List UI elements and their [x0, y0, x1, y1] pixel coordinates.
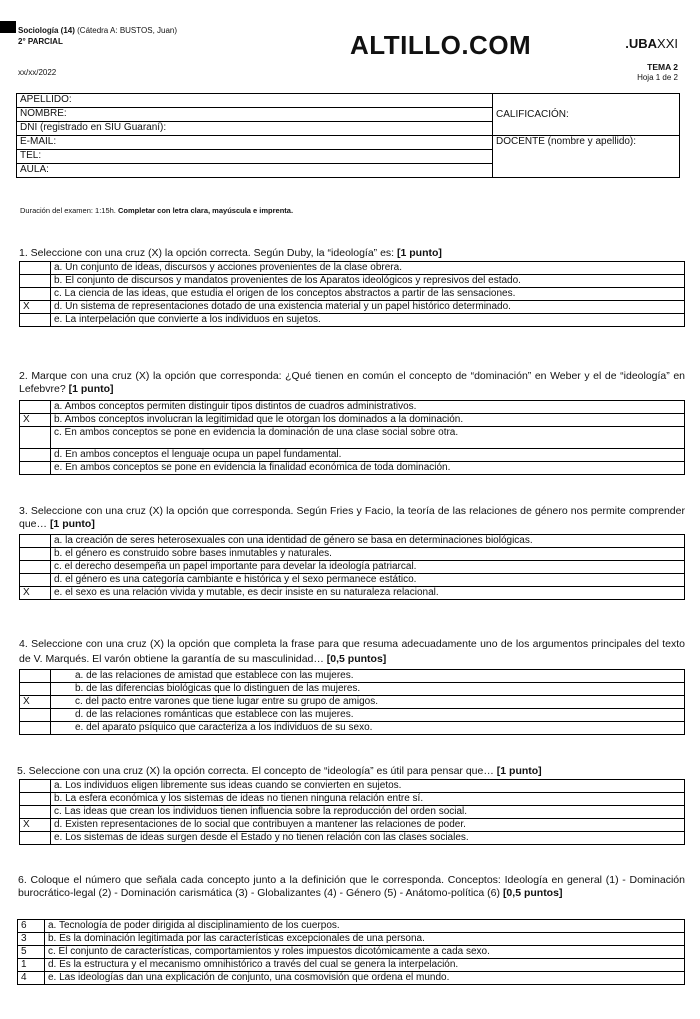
answer-cell[interactable]: X: [20, 301, 51, 314]
option-text: e. Los sistemas de ideas surgen desde el Estado y no tienen relación con las clases sociales.: [51, 832, 685, 845]
option-row: [20, 561, 685, 574]
answer-cell[interactable]: [20, 670, 51, 683]
option-row: [20, 574, 685, 587]
question-text: 6. Coloque el número que señala cada concepto junto a la definición que le corresponda. Conceptos: Ideología en general (1) - Dominación burocrático-legal (2) - Dominación carismática (3) - Globalizantes (4) - Género (5) - Anátomo-política (6): [18, 874, 685, 899]
option-text: a. Un conjunto de ideas, discursos y acciones provenientes de la clase obrera.: [51, 262, 685, 275]
option-row: [20, 683, 685, 696]
option-text: b. La esfera económica y los sistemas de ideas no tienen ninguna relación entre sí.: [51, 793, 685, 806]
dni-field[interactable]: DNI (registrado en SIU Guaraní):: [17, 122, 493, 136]
options-table-5: [19, 779, 685, 845]
option-row: [20, 535, 685, 548]
option-row: [20, 806, 685, 819]
uba-logo-main: .UBA: [625, 36, 658, 51]
option-row: [20, 696, 685, 709]
option-text: a. Los individuos eligen libremente sus ideas cuando se convierten en sujetos.: [51, 780, 685, 793]
option-text: d. Es la estructura y el mecanismo omnihistórico a través del cual se genera la interpelación.: [45, 959, 685, 972]
option-row: [20, 780, 685, 793]
option-text: c. En ambos conceptos se pone en evidencia la dominación de una clase social sobre otra.: [51, 427, 685, 449]
option-text: d. de las relaciones románticas que establece con las mujeres.: [51, 709, 685, 722]
option-text: c. del pacto entre varones que tiene lugar entre su grupo de amigos.: [51, 696, 685, 709]
option-row: [20, 793, 685, 806]
option-row: [20, 722, 685, 735]
option-text: e. Las ideologías dan una explicación de conjunto, una cosmovisión que ordena el mundo.: [45, 972, 685, 985]
answer-cell[interactable]: X: [20, 587, 51, 600]
question-points: [1 punto]: [68, 383, 114, 395]
answer-cell[interactable]: [20, 561, 51, 574]
answer-cell[interactable]: [20, 574, 51, 587]
answer-cell[interactable]: [20, 535, 51, 548]
option-row: [20, 709, 685, 722]
answer-cell[interactable]: 6: [18, 920, 45, 933]
question-points: [0,5 puntos]: [502, 887, 563, 899]
option-row: [20, 832, 685, 845]
option-row: [20, 262, 685, 275]
options-table-1: [19, 261, 685, 327]
option-text: e. En ambos conceptos se pone en evidencia la finalidad económica de toda dominación.: [51, 462, 685, 475]
option-row: [18, 933, 685, 946]
options-table-6: [17, 919, 685, 985]
option-text: d. En ambos conceptos el lenguaje ocupa un papel fundamental.: [51, 449, 685, 462]
question-3: [19, 505, 685, 531]
question-6: [18, 874, 685, 900]
option-text: d. Un sistema de representaciones dotado de una existencia material y un papel histórico determinado.: [51, 301, 685, 314]
question-points: [1 punto]: [397, 247, 442, 259]
option-row: [20, 462, 685, 475]
option-text: c. el derecho desempeña un papel importante para develar la ideología patriarcal.: [51, 561, 685, 574]
question-text: 1. Seleccione con una cruz (X) la opción correcta. Según Duby, la “ideología” es:: [19, 247, 398, 259]
option-row: [20, 314, 685, 327]
duration-text: Duración del examen: 1:15h.: [20, 206, 118, 215]
options-table-2: [19, 400, 685, 475]
answer-cell[interactable]: [20, 548, 51, 561]
option-text: c. La ciencia de las ideas, que estudia el origen de los conceptos abstractos a partir de las sensaciones.: [51, 288, 685, 301]
hoja-label: Hoja 1 de 2: [637, 73, 678, 82]
answer-cell[interactable]: X: [20, 696, 51, 709]
option-text: d. el género es una categoría cambiante e histórica y el sexo permanece estático.: [51, 574, 685, 587]
option-row: [18, 920, 685, 933]
answer-cell[interactable]: [20, 683, 51, 696]
option-row: [18, 972, 685, 985]
answer-cell[interactable]: [20, 722, 51, 735]
option-row: [20, 301, 685, 314]
answer-cell[interactable]: [20, 449, 51, 462]
question-text: 3. Seleccione con una cruz (X) la opción que corresponda. Según Fries y Facio, la teoría de las relaciones de género nos permite comprender que…: [19, 505, 685, 530]
header-black-mark: [0, 21, 16, 33]
answer-cell[interactable]: [20, 401, 51, 414]
docente-field[interactable]: DOCENTE (nombre y apellido):: [493, 136, 680, 178]
uba-logo-suffix: XXI: [657, 36, 678, 51]
option-text: a. de las relaciones de amistad que establece con las mujeres.: [51, 670, 685, 683]
option-text: c. Las ideas que crean los individuos tienen influencia sobre la reproducción del orden social.: [51, 806, 685, 819]
option-text: d. Existen representaciones de lo social que contribuyen a mantener las relaciones de poder.: [51, 819, 685, 832]
option-row: [20, 670, 685, 683]
course-name: Sociología (14): [18, 26, 75, 35]
option-text: a. la creación de seres heterosexuales con una identidad de género se basa en determinaciones biológicas.: [51, 535, 685, 548]
options-table-3: [19, 534, 685, 600]
answer-cell[interactable]: 5: [18, 946, 45, 959]
student-info-table: [16, 93, 680, 178]
option-row: [20, 819, 685, 832]
option-row: [18, 959, 685, 972]
question-text: 5. Seleccione con una cruz (X) la opción correcta. El concepto de “ideología” es útil para pensar que…: [17, 765, 497, 777]
answer-cell[interactable]: [20, 832, 51, 845]
option-row: [20, 401, 685, 414]
course-line: [18, 26, 177, 36]
answer-cell[interactable]: [20, 288, 51, 301]
option-text: b. El conjunto de discursos y mandatos provenientes de los Aparatos ideológicos y represivos del estado.: [51, 275, 685, 288]
option-row: [20, 414, 685, 427]
uba-logo: [625, 36, 678, 51]
site-title: ALTILLO.COM: [350, 30, 532, 60]
exam-date: xx/xx/2022: [18, 68, 57, 77]
option-text: e. del aparato psíquico que caracteriza a los individuos de su sexo.: [51, 722, 685, 735]
option-text: c. El conjunto de características, comportamientos y roles impuestos dicotómicamente a cada sexo.: [45, 946, 685, 959]
option-row: [20, 288, 685, 301]
tema-label: TEMA 2: [647, 62, 678, 72]
answer-cell[interactable]: 4: [18, 972, 45, 985]
apellido-field[interactable]: APELLIDO:: [17, 94, 493, 108]
option-text: b. Es la dominación legitimada por las características excepcionales de una persona.: [45, 933, 685, 946]
answer-cell[interactable]: [20, 275, 51, 288]
question-points: [0,5 puntos]: [326, 653, 387, 665]
options-table-4: [19, 669, 685, 735]
catedra: (Cátedra A: BUSTOS, Juan): [74, 26, 178, 35]
question-1: [19, 247, 685, 260]
exam-name: 2° PARCIAL: [18, 37, 63, 46]
question-points: [1 punto]: [496, 765, 542, 777]
question-text: 4. Seleccione con una cruz (X) la opción que completa la frase para que resuma adecuadamente uno de los argumentos principales del texto de V. Marqués. El varón obtiene la garantía de su masculinidad…: [19, 638, 685, 665]
answer-cell[interactable]: X: [20, 414, 51, 427]
option-row: [18, 946, 685, 959]
question-points: [1 punto]: [49, 518, 95, 530]
answer-cell[interactable]: [20, 262, 51, 275]
tel-field[interactable]: TEL:: [17, 150, 493, 164]
option-text: b. el género es construido sobre bases inmutables y naturales.: [51, 548, 685, 561]
answer-cell[interactable]: X: [20, 819, 51, 832]
question-2: [19, 370, 685, 396]
question-text: 2. Marque con una cruz (X) la opción que corresponda: ¿Qué tienen en común el concepto de “dominación” en Weber y el de “ideología” en Lefebvre?: [19, 370, 685, 395]
option-text: a. Tecnología de poder dirigida al disciplinamiento de los cuerpos.: [45, 920, 685, 933]
option-row: [20, 548, 685, 561]
instructions: [20, 206, 293, 215]
answer-cell[interactable]: 1: [18, 959, 45, 972]
answer-cell[interactable]: [20, 709, 51, 722]
option-row: [20, 587, 685, 600]
question-5: [17, 765, 683, 778]
answer-cell[interactable]: [20, 780, 51, 793]
question-4: [19, 637, 685, 667]
option-row: [20, 449, 685, 462]
option-text: a. Ambos conceptos permiten distinguir tipos distintos de cuadros administrativos.: [51, 401, 685, 414]
answer-cell[interactable]: [20, 793, 51, 806]
answer-cell[interactable]: [20, 806, 51, 819]
option-row: [20, 427, 685, 449]
option-row: [20, 275, 685, 288]
answer-cell[interactable]: [20, 427, 51, 449]
aula-field[interactable]: AULA:: [17, 164, 493, 178]
answer-cell[interactable]: [20, 314, 51, 327]
email-field[interactable]: E-MAIL:: [17, 136, 493, 150]
option-text: b. de las diferencias biológicas que lo distinguen de las mujeres.: [51, 683, 685, 696]
calificacion-field[interactable]: CALIFICACIÓN:: [493, 94, 680, 136]
answer-cell[interactable]: [20, 462, 51, 475]
tema-block: [637, 62, 678, 83]
nombre-field[interactable]: NOMBRE:: [17, 108, 493, 122]
option-text: e. La interpelación que convierte a los individuos en sujetos.: [51, 314, 685, 327]
instructions-bold: Completar con letra clara, mayúscula e imprenta.: [117, 206, 294, 215]
answer-cell[interactable]: 3: [18, 933, 45, 946]
option-text: b. Ambos conceptos involucran la legitimidad que le otorgan los dominados a la dominación.: [51, 414, 685, 427]
option-text: e. el sexo es una relación vivida y mutable, es decir insiste en su naturaleza relacional.: [51, 587, 685, 600]
